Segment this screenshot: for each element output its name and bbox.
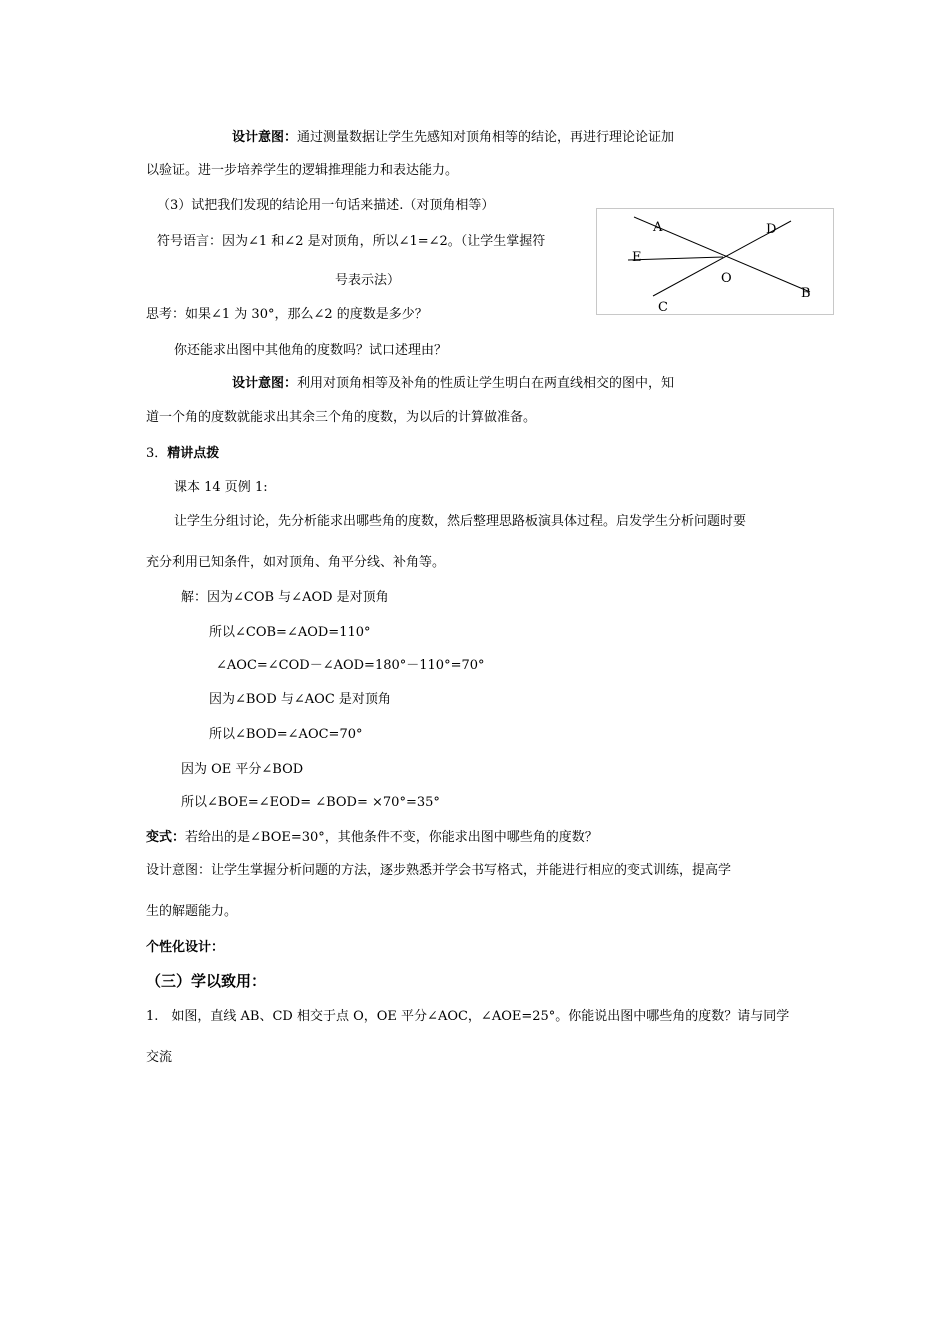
part-3-heading: （三）学以致用：	[146, 972, 267, 990]
label-e: E	[632, 250, 642, 265]
solution-line: 因为∠BOD 与∠AOC 是对顶角	[209, 692, 391, 707]
solution-line: ∠AOC=∠COD－∠AOD=180°－110°=70°	[216, 658, 485, 673]
label-d: D	[766, 222, 777, 237]
symbol-language-line1: 符号语言：因为∠1 和∠2 是对顶角，所以∠1=∠2。（让学生掌握符	[157, 234, 546, 249]
design-intent-text: 利用对顶角相等及补角的性质让学生明白在两直线相交的图中，知	[297, 376, 675, 391]
label-c: C	[658, 300, 668, 315]
personalized-design: 个性化设计：	[146, 940, 225, 955]
label-b: B	[801, 286, 811, 301]
design-intent-1-line1	[232, 129, 674, 147]
design-intent-3-line2: 生的解题能力。	[146, 904, 238, 919]
example-reference: 课本 14 页例 1:	[174, 480, 268, 495]
question-3: （3）试把我们发现的结论用一句话来描述.（对顶角相等）	[157, 198, 495, 213]
design-intent-1-line2: 以验证。进一步培养学生的逻辑推理能力和表达能力。	[146, 163, 459, 178]
design-intent-2-line1	[232, 375, 674, 393]
solution-line: 因为 OE 平分∠BOD	[181, 762, 304, 777]
design-intent-label: 设计意图：	[232, 376, 298, 391]
label-o: O	[721, 271, 732, 286]
discuss-line1: 让学生分组讨论，先分析能求出哪些角的度数，然后整理思路板演具体过程。启发学生分析问题时要	[174, 514, 747, 529]
ray-oe	[628, 257, 723, 260]
think-line1: 思考：如果∠1 为 30°，那么∠2 的度数是多少？	[146, 307, 428, 322]
design-intent-text: 通过测量数据让学生先感知对顶角相等的结论，再进行理论论证加	[297, 130, 675, 145]
exercise-1-line2: 交流	[146, 1050, 173, 1065]
design-intent-3-line1: 设计意图：让学生掌握分析问题的方法，逐步熟悉并学会书写格式，并能进行相应的变式训练，提高学	[146, 863, 732, 878]
label-a: A	[653, 220, 663, 235]
variant	[146, 829, 598, 847]
think-line2: 你还能求出图中其他角的度数吗？试口述理由？	[174, 343, 448, 358]
design-intent-label: 设计意图：	[232, 130, 298, 145]
solution-line: 所以∠BOD=∠AOC=70°	[209, 727, 363, 742]
variant-label: 变式：	[146, 830, 186, 845]
solution-line: 所以∠COB=∠AOD=110°	[209, 625, 371, 640]
figure-svg	[597, 209, 835, 316]
exercise-1-line1: 1. 如图，直线 AB、CD 相交于点 O，OE 平分∠AOC，∠AOE=25°。你能说出图中哪些角的度数？请与同学	[146, 1009, 790, 1024]
section-title: 精讲点拨	[167, 446, 220, 461]
variant-text: 若给出的是∠BOE=30°，其他条件不变，你能求出图中哪些角的度数？	[185, 830, 598, 845]
solution-line: 所以∠BOE=∠EOD= ∠BOD= ×70°=35°	[181, 795, 440, 810]
intersecting-lines-figure	[596, 208, 834, 315]
design-intent-2-line2: 道一个角的度数就能求出其余三个角的度数，为以后的计算做准备。	[146, 410, 537, 425]
symbol-language-line2: 号表示法）	[335, 273, 401, 288]
section-number: 3．	[146, 446, 168, 461]
section-3-heading	[146, 445, 219, 463]
solution-line: 解：因为∠COB 与∠AOD 是对顶角	[181, 590, 389, 605]
discuss-line2: 充分利用已知条件，如对顶角、角平分线、补角等。	[146, 555, 446, 570]
